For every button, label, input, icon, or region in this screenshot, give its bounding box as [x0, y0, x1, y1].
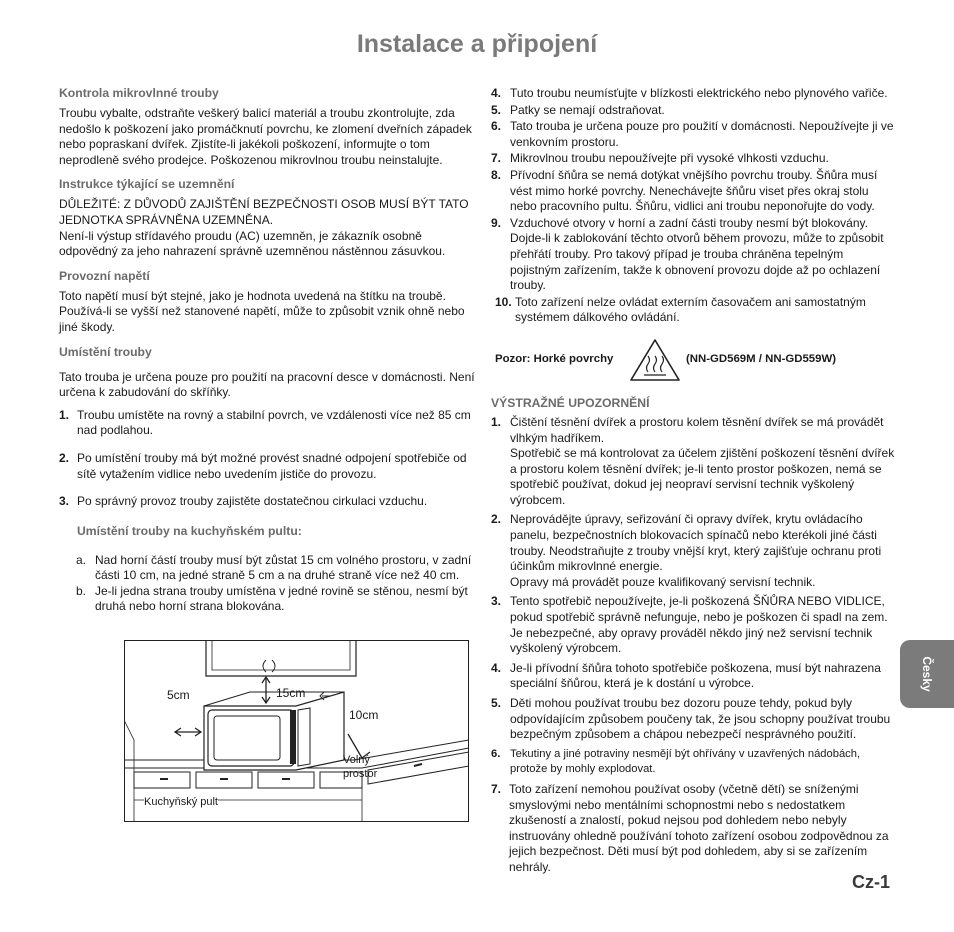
- list-number: 9.: [491, 215, 502, 230]
- right-column: [491, 86, 897, 877]
- label-free-line1: Volný: [343, 754, 370, 766]
- list-number: 4.: [491, 660, 502, 675]
- list-number: 6.: [491, 747, 501, 760]
- list-text: Je-li jedna strana trouby umístěna v jedné rovině se stěnou, nesmí být druhá nebo horní strana blokována.: [95, 583, 468, 614]
- list-number: 10.: [495, 294, 512, 309]
- list-number: 4.: [491, 86, 502, 100]
- list-number: 1.: [491, 414, 502, 429]
- list-number: 5.: [491, 696, 502, 710]
- section-heading-grounding: Instrukce týkající se uzemnění: [59, 177, 235, 192]
- caution-models: (NN-GD569M / NN-GD559W): [686, 352, 836, 365]
- list-item: [59, 408, 475, 439]
- caution-label: Pozor: Horké povrchy: [495, 352, 614, 365]
- inspection-text: Troubu vybalte, odstraňte veškerý balicí materiál a troubu zkontrolujte, zda nedošlo k poškození jako promáčknutí povrchu, ke zlomení dveřních západek nebo popraskaní dvířek. Zjistíte-li jakékoli poškození, informujte o tom neprodleně svého prodejce. Poškozenou mikrovlnou troubu neinstalujte.: [59, 106, 472, 167]
- grounding-text: Není-li výstup střídavého proudu (AC) uzemněn, je zákazník osobně odpovědný za jeho nahrazení správně uzemněnou nástěnnou zásuvkou.: [59, 228, 446, 259]
- list-text: Mikrovlnou troubu nepoužívejte při vysoké vlhkosti vzduchu.: [510, 151, 829, 166]
- list-text: Toto zařízení nelze ovládat externím časovačem ani samostatným systémem dálkového ovládání.: [515, 294, 866, 325]
- warning-item: [491, 415, 897, 509]
- list-number: 3.: [59, 494, 70, 509]
- list-text: Patky se nemají odstraňovat.: [510, 102, 665, 117]
- language-tab-label: Česky: [920, 656, 934, 692]
- section-heading-voltage: Provozní napětí: [59, 268, 150, 283]
- list-item: [59, 553, 475, 584]
- voltage-text: Toto napětí musí být stejné, jako je hodnota uvedená na štítku na troubě. Používá-li se vyšší než stanovené napětí, může to způsobit vznik ohně nebo jiné škody.: [59, 288, 465, 334]
- warning-text: Tekutiny a jiné potraviny nesmějí být ohřívány v uzavřených nádobách, protože by mohly explodovat.: [510, 747, 861, 776]
- list-number: 8.: [491, 167, 502, 182]
- list-text: Po umístění trouby má být možné provést snadné odpojení spotřebiče od sítě vytažením vidlice nebo uvedením jističe do provozu.: [77, 450, 467, 481]
- list-number: 6.: [491, 119, 502, 134]
- placement-text: Tato trouba je určena pouze pro použití na pracovní desce v domácnosti. Není určena k zabudování do skříňky.: [59, 369, 475, 400]
- section-heading-inspection: Kontrola mikrovlnné trouby: [59, 86, 219, 100]
- warning-text: Neprovádějte úpravy, seřizování či opravy dvířek, krytu ovládacího panelu, bezpečnostních blokovacích spínačů nebo kterékoli jiné části trouby. Neodstraňujte z trouby vnější kryt, který zajišťuje ochranu proti účinkům mikrovlnné energie.: [510, 512, 882, 574]
- label-free-space: [343, 753, 377, 781]
- list-number: 7.: [491, 781, 502, 796]
- list-letter: a.: [76, 552, 87, 567]
- list-number: 1.: [59, 407, 70, 422]
- warning-item: [491, 696, 897, 743]
- warning-item: [491, 512, 897, 590]
- list-item: [491, 86, 897, 102]
- list-item: [59, 451, 475, 482]
- page-title: Instalace a připojení: [356, 30, 598, 58]
- list-text: Vzduchové otvory v horní a zadní části trouby nesmí být blokovány. Dojde-li k zablokování těchto otvorů během provozu, může to způsobit přehřátí trouby. Pro takový případ je trouba chráněna tepelným pojistným zařízením, takže k obnovení provozu dojde až po ochlazení trouby.: [510, 215, 884, 293]
- list-text: Tato trouba je určena pouze pro použití v domácnosti. Nepoužívejte ji ve venkovním prostoru.: [510, 119, 894, 149]
- label-15cm: 15cm: [276, 686, 306, 700]
- list-number: 2.: [491, 512, 502, 527]
- list-text: Po správný provoz trouby zajistěte dostatečnou cirkulaci vzduchu.: [77, 494, 428, 509]
- warning-text: Toto zařízení nemohou používat osoby (včetně dětí) se sníženými smyslovými nebo mentálními schopnostmi nebo s nedostatkem zkušeností a znalostí, pokud nejsou pod dohledem nebo nebyly instruovány ohledně používání tohoto zařízení osobou zodpovědnou za jejich bezpečnost. Děti musí být pod dohledem, aby si se zařízením nehrály.: [509, 781, 889, 874]
- list-item: [491, 103, 897, 119]
- microwave-clearance-drawing: [124, 640, 469, 822]
- warning-item: [491, 747, 897, 778]
- list-item: [491, 151, 897, 167]
- list-item: [59, 494, 475, 510]
- warning-item: [491, 594, 897, 656]
- warning-text: Tento spotřebič nepoužívejte, je-li poškozená ŠŇŮRA NEBO VIDLICE, pokud spotřebič správně nefunguje, nebo je poškozen či spadl na zem. Je nebezpečné, aby opravy prováděl někdo jiný než servisní technik vyškolený výrobcem.: [510, 594, 888, 656]
- countertop-subheading: Umístění trouby na kuchyňském pultu:: [77, 523, 302, 538]
- list-item: [491, 216, 897, 294]
- label-10cm: 10cm: [349, 708, 379, 722]
- list-number: 5.: [491, 102, 502, 117]
- placement-illustration: [124, 640, 469, 822]
- hot-surface-warning-icon: [629, 338, 681, 382]
- warning-text: Čištění těsnění dvířek a prostoru kolem těsnění dvířek se má provádět vlhkým hadříkem.: [510, 414, 884, 445]
- list-text: Nad horní částí trouby musí být zůstat 15 cm volného prostoru, v zadní části 10 cm, na jedné straně 5 cm a na druhé straně více než 40 cm.: [95, 552, 472, 583]
- language-tab: [900, 640, 954, 708]
- list-item: [491, 295, 897, 326]
- section-heading-placement: Umístění trouby: [59, 344, 152, 359]
- hot-surface-caution: [491, 338, 897, 386]
- list-text: Troubu umístěte na rovný a stabilní povrch, ve vzdálenosti více než 85 cm nad podlahou.: [77, 407, 471, 438]
- grounding-important-text: DŮLEŽITÉ: Z DŮVODŮ ZAJIŠTĚNÍ BEZPEČNOSTI OSOB MUSÍ BÝT TATO JEDNOTKA SPRÁVNĚNA UZEMNĚNA.: [59, 197, 469, 227]
- list-item: [59, 584, 475, 615]
- warning-item: [491, 661, 897, 692]
- warning-text: Děti mohou používat troubu bez dozoru pouze tehdy, pokud byly odpovídajícím způsobem poučeny tak, že jsou schopny používat troubu bezpečným způsobem a chápou nebezpečí nesprávného použití.: [510, 696, 891, 742]
- list-number: 2.: [59, 450, 70, 465]
- warning-text-extra: Opravy má provádět pouze kvalifikovaný servisní technik.: [510, 574, 816, 589]
- page-number: Cz-1: [852, 872, 891, 892]
- warnings-heading: VÝSTRAŽNÉ UPOZORNĚNÍ: [491, 395, 650, 410]
- warning-text-extra: Spotřebič se má kontrolovat za účelem zjištění poškození těsnění dvířek a prostoru kolem těsnění dvířek; je-li tento prostor poškozen, nemá se spotřebič používat, dokud jej neopraví servisní technik vyškolený výrobcem.: [510, 446, 895, 507]
- label-counter: Kuchyňský pult: [144, 796, 218, 808]
- left-column: [59, 86, 475, 615]
- label-5cm: 5cm: [167, 688, 190, 702]
- list-text: Tuto troubu neumísťujte v blízkosti elektrického nebo plynového vařiče.: [510, 86, 888, 100]
- warning-item: [491, 782, 897, 876]
- list-text: Přívodní šňůra se nemá dotýkat vnějšího povrchu trouby. Šňůra musí vést mimo horké povrchy. Nenechávejte šňůru viset přes okraj stolu nebo pracovního pultu. Šňůru, vidlici ani troubu neponořujte do vody.: [510, 167, 878, 214]
- list-letter: b.: [76, 583, 87, 598]
- list-number: 3.: [491, 594, 502, 609]
- list-number: 7.: [491, 151, 502, 166]
- label-free-line2: prostor: [343, 768, 378, 780]
- warning-text: Je-li přívodní šňůra tohoto spotřebiče poškozena, musí být nahrazena speciální šňůrou, která je k dostání u výrobce.: [510, 660, 881, 691]
- list-item: [491, 168, 897, 215]
- list-item: [491, 119, 897, 150]
